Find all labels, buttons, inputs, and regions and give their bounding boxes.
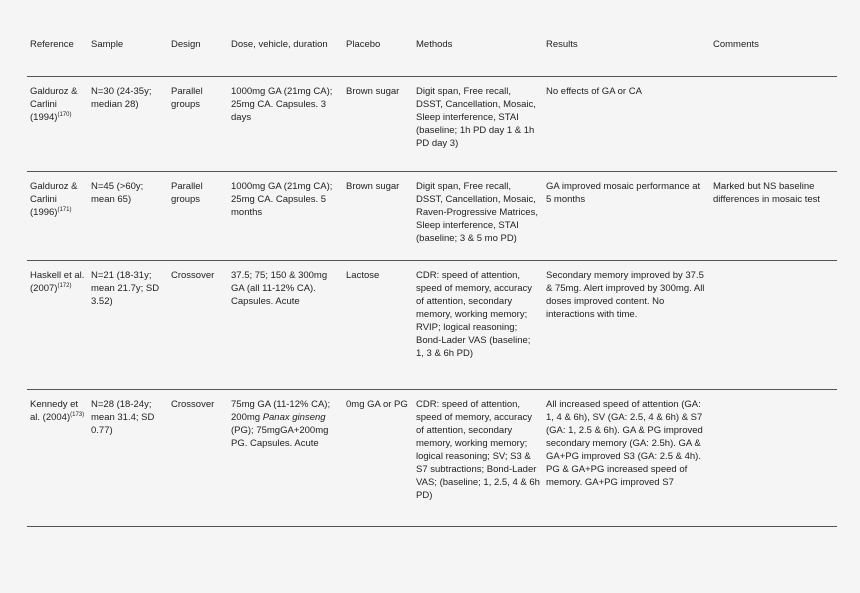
cell-dose: 1000mg GA (21mg CA); 25mg CA. Capsules. 3 days [228, 77, 343, 172]
reference-text: Galduroz & Carlini (1994) [30, 86, 78, 123]
cell-design: Parallel groups [168, 172, 228, 261]
studies-table [27, 36, 837, 527]
cell-comments [710, 77, 837, 172]
citation-number: (170) [57, 111, 72, 118]
citation-number: (173) [70, 411, 85, 418]
cell-reference [27, 172, 88, 261]
citation-number: (171) [57, 206, 72, 213]
cell-design: Crossover [168, 261, 228, 390]
cell-sample: N=30 (24-35y; median 28) [88, 77, 168, 172]
table-row [27, 77, 837, 172]
header-results: Results [543, 36, 710, 77]
header-reference: Reference [27, 36, 88, 77]
reference-text: Galduroz & Carlini (1996) [30, 181, 78, 218]
dose-text: 75mg GA (11-12% CA); 200mg [231, 399, 331, 423]
cell-methods: Digit span, Free recall, DSST, Cancellation, Mosaic, Raven-Progressive Matrices, Sleep interference, STAI (baseline; 3 & 5 mo PD) [413, 172, 543, 261]
cell-results: No effects of GA or CA [543, 77, 710, 172]
table-row [27, 390, 837, 527]
cell-dose [228, 390, 343, 527]
reference-text: Haskell et al. (2007) [30, 270, 85, 294]
cell-dose: 37.5; 75; 150 & 300mg GA (all 11-12% CA). Capsules. Acute [228, 261, 343, 390]
cell-reference [27, 261, 88, 390]
header-dose: Dose, vehicle, duration [228, 36, 343, 77]
cell-design: Crossover [168, 390, 228, 527]
cell-placebo: Lactose [343, 261, 413, 390]
cell-sample: N=28 (18-24y; mean 31.4; SD 0.77) [88, 390, 168, 527]
citation-number: (172) [57, 282, 72, 289]
header-methods: Methods [413, 36, 543, 77]
cell-sample: N=21 (18-31y; mean 21.7y; SD 3.52) [88, 261, 168, 390]
cell-results: Secondary memory improved by 37.5 & 75mg. Alert improved by 300mg. All doses improved content. No interactions with time. [543, 261, 710, 390]
header-comments: Comments [710, 36, 837, 77]
cell-reference [27, 390, 88, 527]
cell-dose: 1000mg GA (21mg CA); 25mg CA. Capsules. 5 months [228, 172, 343, 261]
cell-design: Parallel groups [168, 77, 228, 172]
cell-comments [710, 390, 837, 527]
cell-methods: CDR: speed of attention, speed of memory, accuracy of attention, secondary memory, working memory; logical reasoning; SV; S3 & S7 subtractions; Bond-Lader VAS; (baseline; 1, 2.5, 4 & 6h PD) [413, 390, 543, 527]
cell-placebo: Brown sugar [343, 77, 413, 172]
header-design: Design [168, 36, 228, 77]
cell-results: GA improved mosaic performance at 5 months [543, 172, 710, 261]
cell-methods: CDR: speed of attention, speed of memory, accuracy of attention, secondary memory, working memory; RVIP; logical reasoning; Bond-Lader VAS (baseline; 1, 3 & 6h PD) [413, 261, 543, 390]
cell-placebo: Brown sugar [343, 172, 413, 261]
header-placebo: Placebo [343, 36, 413, 77]
header-row [27, 36, 837, 77]
dose-text: (PG); 75mgGA+200mg PG. Capsules. Acute [231, 425, 329, 449]
cell-sample: N=45 (>60y; mean 65) [88, 172, 168, 261]
cell-methods: Digit span, Free recall, DSST, Cancellation, Mosaic, Sleep interference, STAI (baseline; 1h PD day 1 & 1h PD day 3) [413, 77, 543, 172]
cell-reference [27, 77, 88, 172]
cell-placebo: 0mg GA or PG [343, 390, 413, 527]
header-sample: Sample [88, 36, 168, 77]
cell-comments [710, 261, 837, 390]
dose-italic-text: Panax ginseng [262, 412, 326, 423]
cell-results: All increased speed of attention (GA: 1, 4 & 6h), SV (GA: 2.5, 4 & 6h) & S7 (GA: 1, 2.5 & 6h). GA & PG improved secondary memory (GA: 2.5h). GA & GA+PG improved S3 (GA: 2.5 & 4h). PG & GA+PG increased speed of memory. GA+PG improved S7 [543, 390, 710, 527]
table-row [27, 172, 837, 261]
reference-text: Kennedy et al. (2004) [30, 399, 79, 423]
table-row [27, 261, 837, 390]
cell-comments: Marked but NS baseline differences in mosaic test [710, 172, 837, 261]
